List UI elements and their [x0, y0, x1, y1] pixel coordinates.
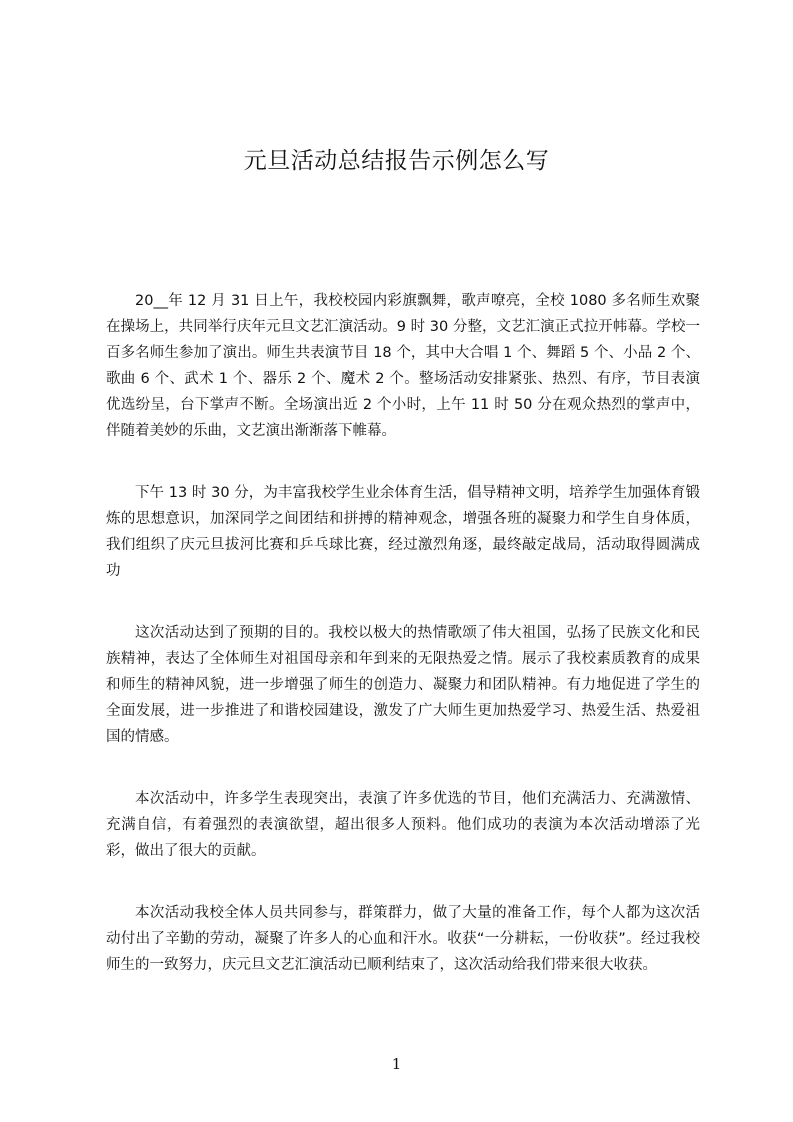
paragraph-afternoon-sports: 下午 13 时 30 分，为丰富我校学生业余体育生活，倡导精神文明，培养学生加强体育锻炼的思想意识，加深同学之间团结和拼搏的精神观念，增强各班的凝聚力和学生自身体质，我们组织了庆元旦拔河比赛和乒乓球比赛，经过激烈角逐，最终敲定战局，活动取得圆满成功 — [106, 485, 700, 579]
document-title: 元旦活动总结报告示例怎么写 — [243, 148, 550, 174]
paragraph-morning-performance: 20__年 12 月 31 日上午，我校校园内彩旗飘舞，歌声嘹亮，全校 1080 多名师生欢聚在操场上，共同举行庆年元旦文艺汇演活动。9 时 30 分整，文艺汇演正式拉开帏幕。学校一百多名师生参加了演出。师生共表演节目 18 个，其中大合唱 1 个、舞蹈 5 个、小品 2 个、歌曲 6 个、武术 1 个、器乐 2 个、魔术 2 个。整场活动安排紧张、热烈、有序，节目表演优选纷呈，台下掌声不断。全场演出近 2 个小时，上午 11 时 50 分在观众热烈的掌声中，伴随着美妙的乐曲，文艺演出渐渐落下帷幕。 — [106, 293, 700, 439]
paragraph-student-performance: 本次活动中，许多学生表现突出，表演了许多优选的节目，他们充满活力、充满激情、充满自信，有着强烈的表演欲望，超出很多人预料。他们成功的表演为本次活动增添了光彩，做出了很大的贡献。 — [106, 791, 700, 859]
paragraph-conclusion: 本次活动我校全体人员共同参与，群策群力，做了大量的准备工作，每个人都为这次活动付出了辛勤的劳动，凝聚了许多人的心血和汗水。收获“一分耕耘，一份收获”。经过我校师生的一致努力，庆元旦文艺汇演活动已顺利结束了，这次活动给我们带来很大收获。 — [106, 905, 700, 973]
page-number: 1 — [391, 1055, 402, 1073]
document-body — [106, 288, 700, 1014]
paragraph-goals-achieved: 这次活动达到了预期的目的。我校以极大的热情歌颂了伟大祖国，弘扬了民族文化和民族精神，表达了全体师生对祖国母亲和年到来的无限热爱之情。展示了我校素质教育的成果和师生的精神风貌，进一步增强了师生的创造力、凝聚力和团队精神。有力地促进了学生的全面发展，进一步推进了和谐校园建设，激发了广大师生更加热爱学习、热爱生活、热爱祖国的情感。 — [106, 625, 700, 745]
